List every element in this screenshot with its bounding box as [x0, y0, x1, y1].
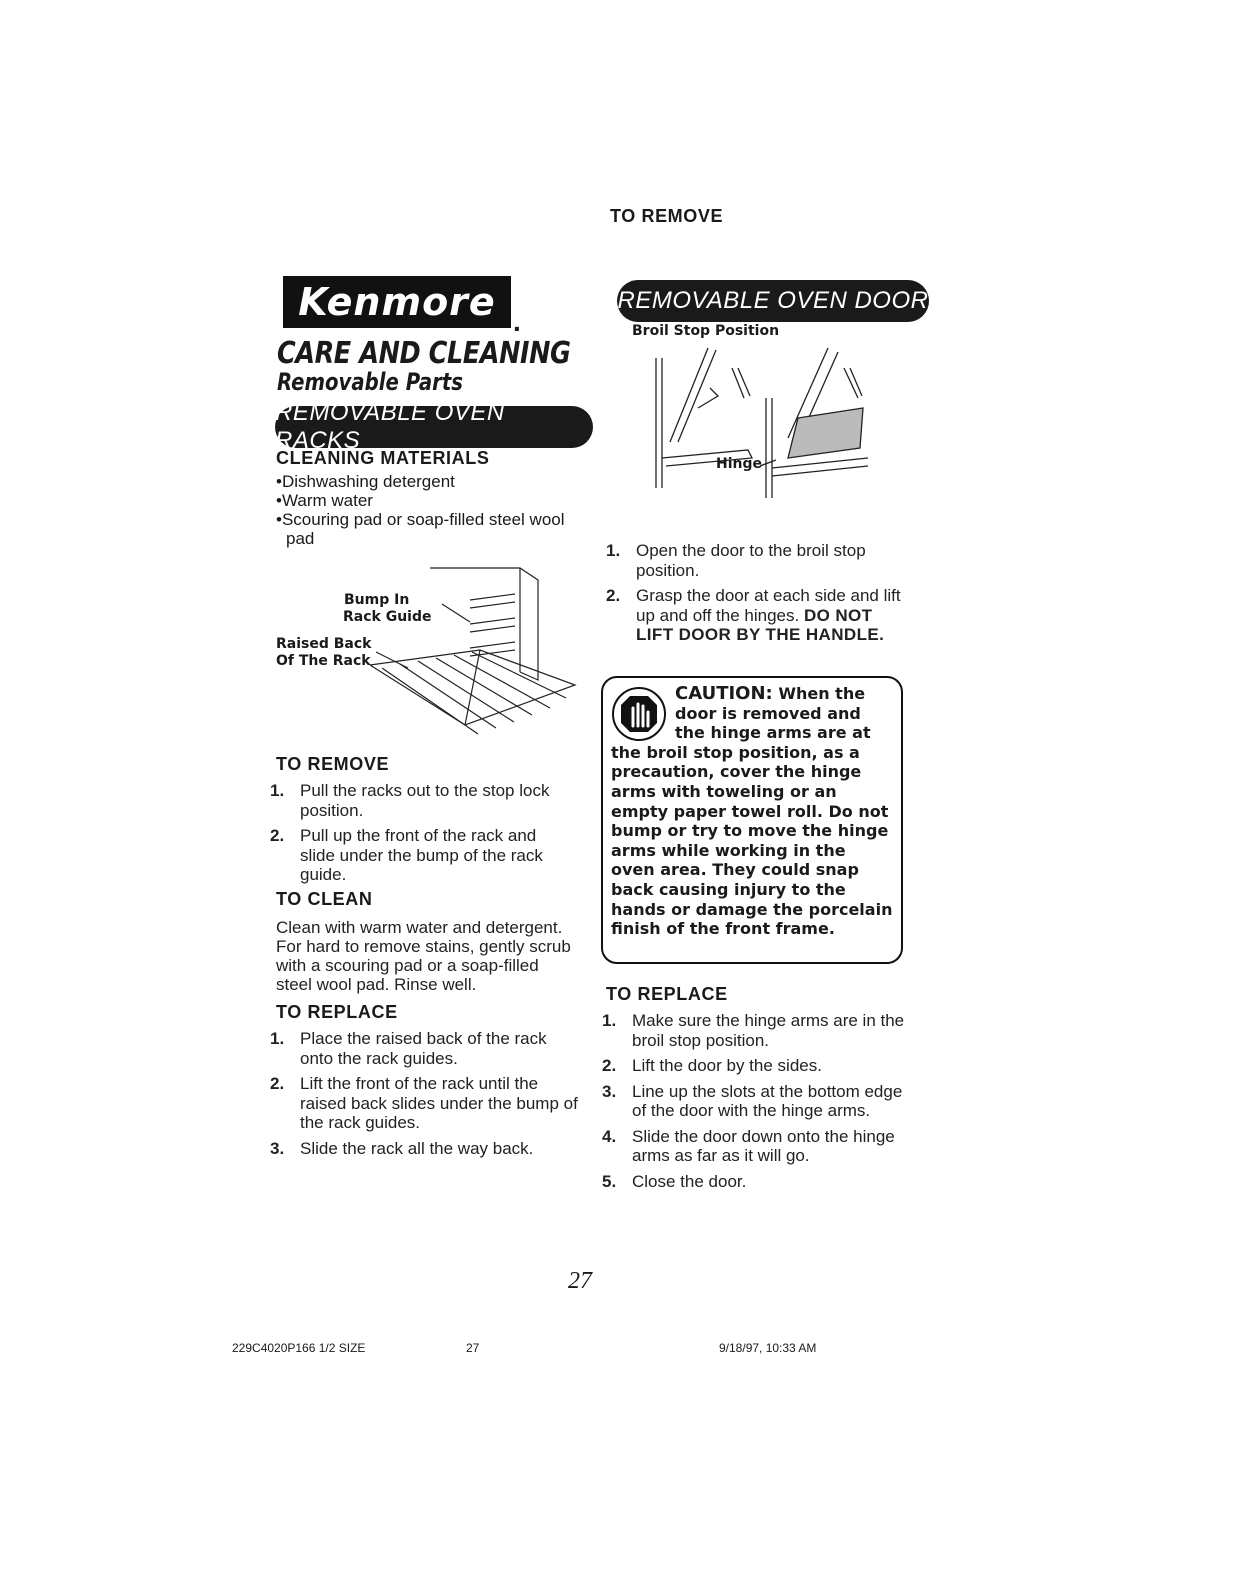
- label-raised-back: Raised Back: [276, 636, 372, 652]
- kenmore-logo: Kenmore: [283, 276, 511, 328]
- list-item: 1. Pull the racks out to the stop lock position.: [270, 781, 550, 820]
- page-number: 27: [568, 1268, 592, 1294]
- list-item: • Dishwashing detergent: [276, 472, 566, 491]
- step-text: Open the door to the broil stop position.: [636, 541, 866, 580]
- replace-heading-left: TO REPLACE: [276, 1002, 398, 1022]
- logo-dot: .: [513, 306, 521, 337]
- list-item: 3. Line up the slots at the bottom edge of the door with the hinge arms.: [602, 1081, 903, 1120]
- clean-heading: TO CLEAN: [276, 889, 373, 909]
- list-item: • Warm water: [276, 491, 566, 510]
- step-text: Line up the slots at the bottom edge of the door with the hinge arms.: [632, 1081, 903, 1120]
- list-item: 1. Open the door to the broil stop position.: [606, 541, 866, 580]
- warning-text: DO NOT LIFT DOOR BY THE HANDLE.: [636, 605, 885, 644]
- footer-center: 27: [466, 1341, 480, 1355]
- section-banner-oven-door: REMOVABLE OVEN DOOR: [617, 280, 929, 322]
- label-of-the-rack: Of The Rack: [276, 653, 371, 669]
- step-text: Lift the door by the sides.: [632, 1056, 822, 1075]
- list-item: 1. Place the raised back of the rack onto the rack guides.: [270, 1029, 547, 1068]
- step-text: Slide the door down onto the hinge arms as far as it will go.: [632, 1126, 895, 1165]
- remove-steps-left: [270, 781, 570, 891]
- step-text: Lift the front of the rack until the raised back slides under the bump of the rack guides.: [300, 1074, 578, 1132]
- step-text: Slide the rack all the way back.: [300, 1138, 534, 1158]
- step-text: Pull the racks out to the stop lock position.: [300, 781, 550, 820]
- replace-heading-right: TO REPLACE: [606, 984, 728, 1004]
- list-item: 4. Slide the door down onto the hinge arms as far as it will go.: [602, 1126, 895, 1165]
- materials-list: [276, 472, 566, 548]
- caution-text: When the door is removed and the hinge arms are at the broil stop position, as a precaution, cover the hinge arms with toweling or an empty paper towel roll. Do not bump or try to move the hinge arms while working in the oven area. They could snap back causing injury to the hands or damage the porcelain finish of the front frame.: [611, 684, 893, 939]
- label-rack-guide: Rack Guide: [343, 609, 432, 625]
- section-banner-oven-racks: REMOVABLE OVEN RACKS: [275, 406, 593, 448]
- replace-steps-right: [602, 1011, 907, 1197]
- label-broil-stop: Broil Stop Position: [632, 323, 780, 339]
- list-item: 2. Grasp the door at each side and lift up and off the hinges. DO NOT LIFT DOOR BY THE HANDLE.: [606, 586, 901, 644]
- replace-steps-left: [270, 1029, 580, 1164]
- page-subtitle: Removable Parts: [277, 368, 463, 396]
- clean-text: Clean with warm water and detergent. For hard to remove stains, gently scrub with a scouring pad or a soap-filled steel wool pad. Rinse well.: [276, 918, 571, 994]
- step-text: Close the door.: [632, 1171, 747, 1191]
- label-hinge: Hinge: [716, 456, 762, 472]
- list-item: 3. Slide the rack all the way back.: [270, 1138, 534, 1158]
- remove-heading-right: TO REMOVE: [610, 206, 724, 226]
- list-item: 1. Make sure the hinge arms are in the broil stop position.: [602, 1011, 905, 1050]
- list-item: 2. Pull up the front of the rack and slide under the bump of the rack guide.: [270, 826, 543, 884]
- stop-hand-icon: [611, 686, 667, 742]
- list-item: 2. Lift the front of the rack until the raised back slides under the bump of the rack guides.: [270, 1074, 578, 1132]
- step-text: Grasp the door at each side and lift up and off the hinges.: [636, 586, 901, 625]
- caution-box: [601, 676, 903, 964]
- footer-right: 9/18/97, 10:33 AM: [719, 1341, 817, 1355]
- list-item: • Scouring pad or soap-filled steel wool pad: [276, 510, 566, 548]
- remove-heading-left: TO REMOVE: [276, 754, 390, 774]
- list-item: 2. Lift the door by the sides.: [602, 1056, 822, 1075]
- label-bump-in: Bump In: [344, 592, 410, 608]
- step-text: Pull up the front of the rack and slide under the bump of the rack guide.: [300, 826, 543, 884]
- list-item: 5. Close the door.: [602, 1171, 747, 1191]
- page-title: CARE AND CLEANING: [277, 336, 571, 371]
- step-text: Make sure the hinge arms are in the broil stop position.: [632, 1011, 905, 1050]
- materials-heading: CLEANING MATERIALS: [276, 448, 490, 468]
- oven-door-illustration: [648, 338, 878, 504]
- footer-left: 229C4020P166 1/2 SIZE: [232, 1341, 366, 1355]
- caution-label: CAUTION:: [675, 683, 773, 704]
- remove-steps-right: [606, 541, 911, 651]
- oven-rack-illustration: [370, 560, 580, 750]
- step-text: Place the raised back of the rack onto the rack guides.: [300, 1029, 547, 1068]
